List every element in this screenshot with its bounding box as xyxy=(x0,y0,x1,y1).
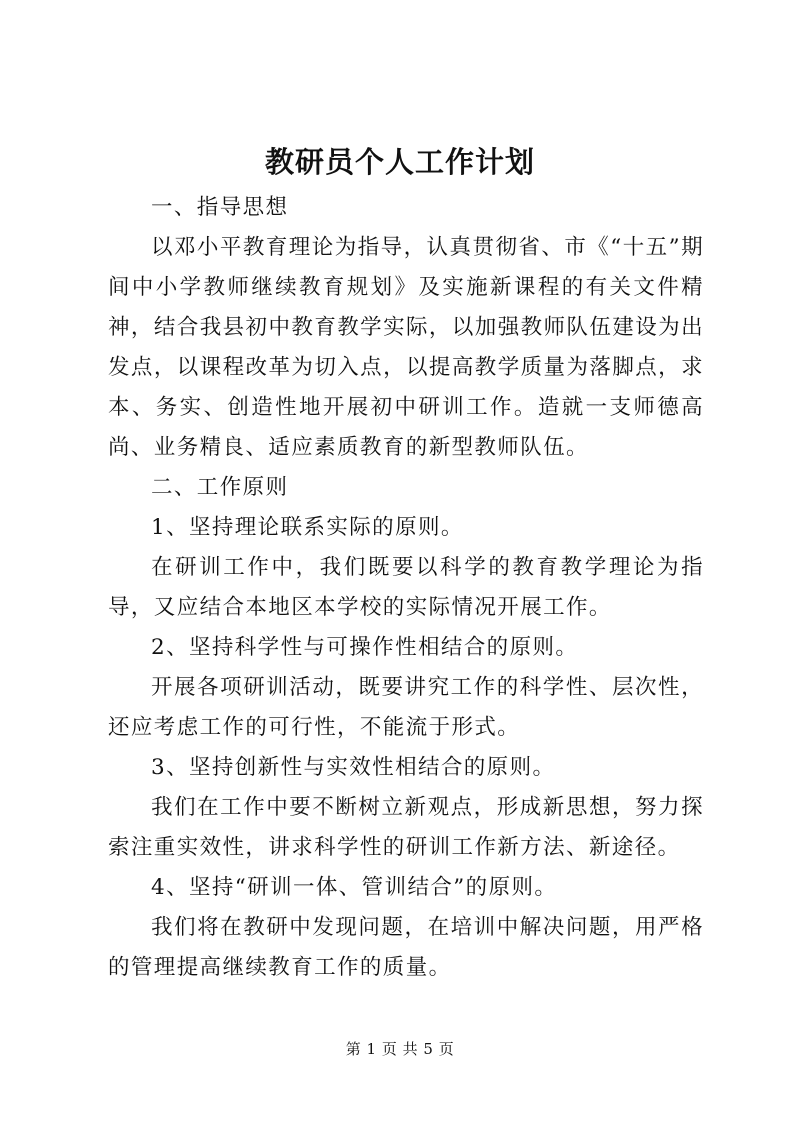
principle-2-heading: 2、坚持科学性与可操作性相结合的原则。 xyxy=(151,635,579,660)
paragraph-guiding-ideology: 以邓小平教育理论为指导，认真贯彻省、市《“十五”期间中小学教师继续教育规划》及实施新课程的有关文件精神，结合我县初中教育教学实际，以加强教师队伍建设为出发点，以课程改革为切入点，以提高教学质量为落脚点，求本、务实、创造性地开展初中研训工作。造就一支师德高尚、业务精良、适应素质教育的新型教师队伍。 xyxy=(108,235,704,460)
principle-1-heading: 1、坚持理论联系实际的原则。 xyxy=(151,515,464,540)
principle-4-text: 我们将在教研中发现问题，在培训中解决问题，用严格的管理提高继续教育工作的质量。 xyxy=(108,915,704,980)
section-heading-guiding-ideology: 一、指导思想 xyxy=(151,195,289,220)
document-body xyxy=(108,188,704,988)
principle-1-text: 在研训工作中，我们既要以科学的教育教学理论为指导，又应结合本地区本学校的实际情况开展工作。 xyxy=(108,555,704,620)
principle-3-text: 我们在工作中要不断树立新观点，形成新思想，努力探索注重实效性，讲求科学性的研训工作新方法、新途径。 xyxy=(108,795,704,860)
principle-2-text: 开展各项研训活动，既要讲究工作的科学性、层次性，还应考虑工作的可行性，不能流于形式。 xyxy=(108,675,704,740)
document-title: 教研员个人工作计划 xyxy=(264,145,535,179)
principle-4-heading: 4、坚持“研训一体、管训结合”的原则。 xyxy=(151,875,558,900)
page-footer: 第 1 页 共 5 页 xyxy=(345,1040,455,1058)
principle-3-heading: 3、坚持创新性与实效性相结合的原则。 xyxy=(151,755,556,780)
section-heading-work-principles: 二、工作原则 xyxy=(151,475,289,500)
